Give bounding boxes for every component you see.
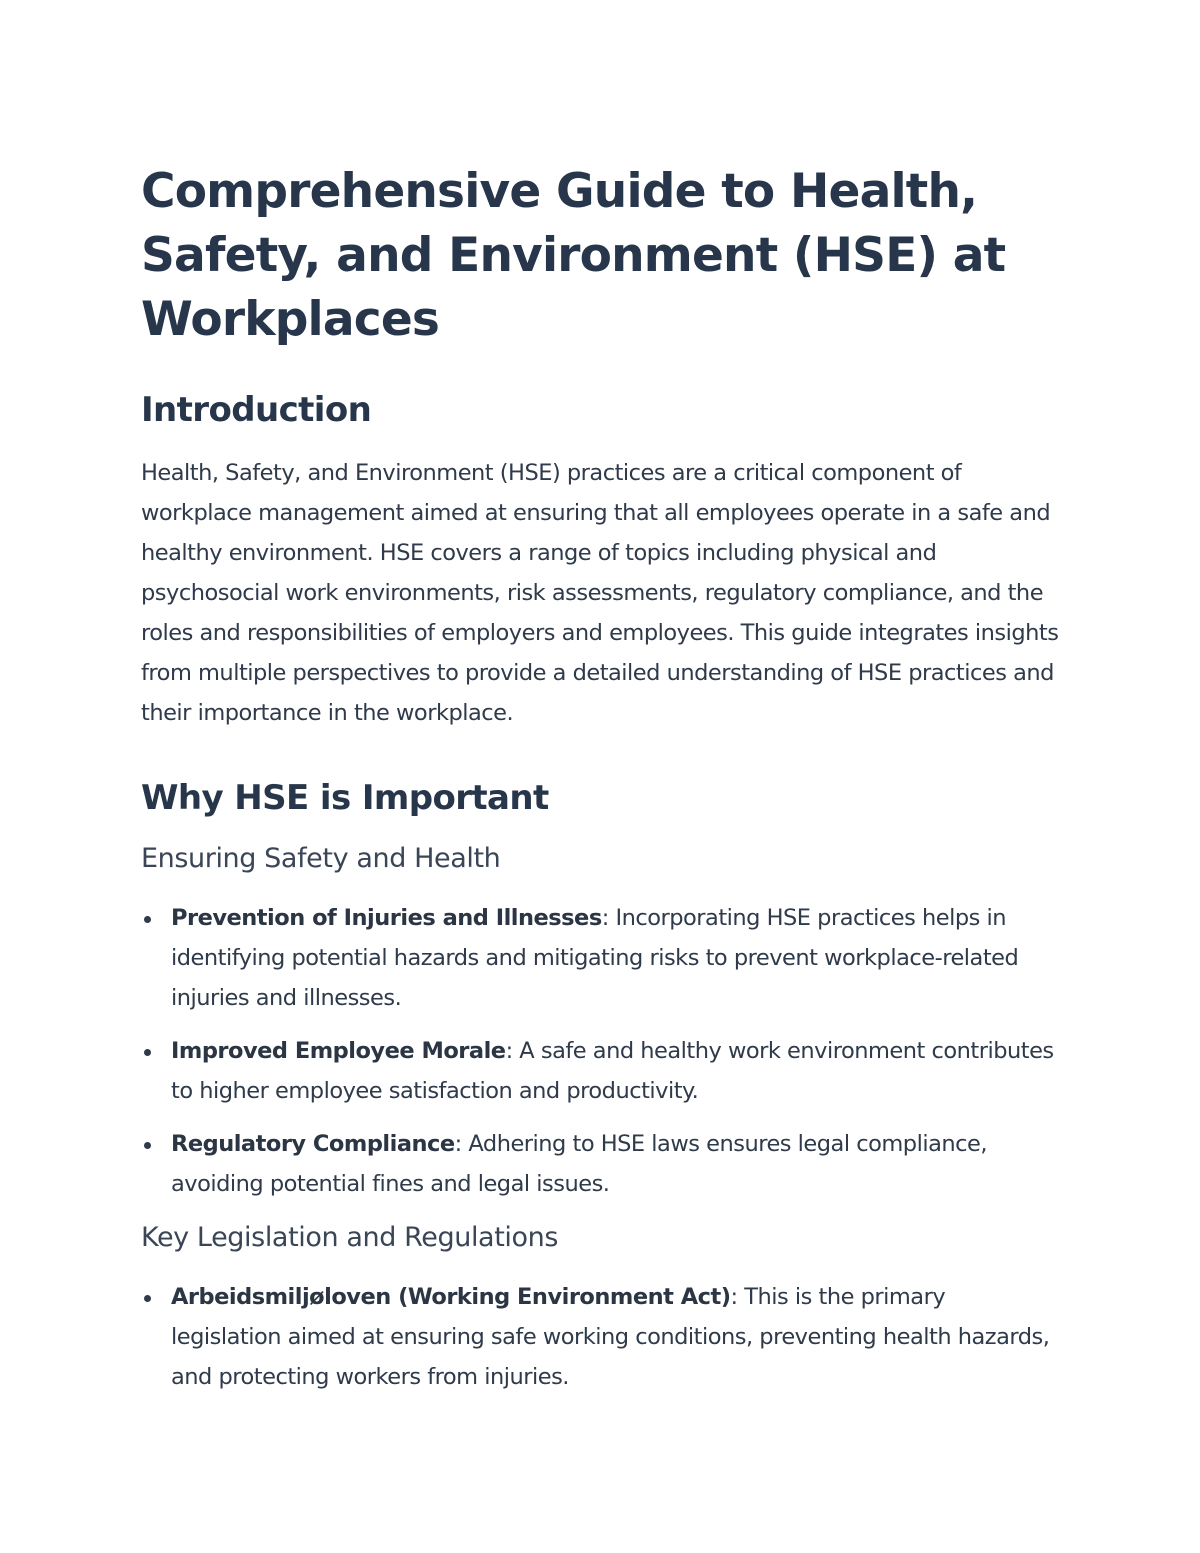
ensuring-safety-heading: Ensuring Safety and Health xyxy=(141,843,501,874)
introduction-section xyxy=(141,388,1061,733)
list-item-text: This is the primary legislation aimed at ensuring safe working conditions, preventing health hazards, and protecting workers from injuries. xyxy=(171,1284,1050,1390)
bullet-icon xyxy=(144,916,151,923)
list-item xyxy=(141,898,1061,1018)
document-page xyxy=(141,160,1061,1397)
bullet-icon xyxy=(144,1295,151,1302)
list-item xyxy=(141,1124,1061,1204)
list-item-term: Regulatory Compliance xyxy=(171,1131,455,1157)
bullet-icon xyxy=(144,1049,151,1056)
list-item-text: Adhering to HSE laws ensures legal compliance, avoiding potential fines and legal issues. xyxy=(171,1131,987,1197)
list-item xyxy=(141,1277,1061,1397)
list-item-separator: : xyxy=(601,905,609,931)
bullet-icon xyxy=(144,1142,151,1149)
list-item-separator: : xyxy=(454,1131,462,1157)
list-item-term: Improved Employee Morale xyxy=(171,1038,506,1064)
list-item-separator: : xyxy=(730,1284,738,1310)
introduction-heading: Introduction xyxy=(141,390,372,430)
list-item-text: A safe and healthy work environment contributes to higher employee satisfaction and productivity. xyxy=(171,1038,1054,1104)
ensuring-safety-list xyxy=(141,898,1061,1204)
list-item-term: Arbeidsmiljøloven (Working Environment Act) xyxy=(171,1284,731,1310)
list-item-text: Incorporating HSE practices helps in identifying potential hazards and mitigating risks to prevent workplace-related injuries and illnesses. xyxy=(171,905,1019,1011)
list-item-term: Prevention of Injuries and Illnesses xyxy=(171,905,602,931)
why-hse-section xyxy=(141,776,1061,1397)
why-hse-heading: Why HSE is Important xyxy=(141,778,549,818)
list-item xyxy=(141,1031,1061,1111)
document-title: Comprehensive Guide to Health, Safety, and Environment (HSE) at Workplaces xyxy=(141,164,1006,347)
list-item-separator: : xyxy=(505,1038,513,1064)
key-legislation-heading: Key Legislation and Regulations xyxy=(141,1222,558,1253)
key-legislation-list xyxy=(141,1277,1061,1397)
introduction-paragraph: Health, Safety, and Environment (HSE) practices are a critical component of workplace management aimed at ensuring that all employees operate in a safe and healthy environment. HSE covers a range of topics including physical and psychosocial work environments, risk assessments, regulatory compliance, and the roles and responsibilities of employers and employees. This guide integrates insights from multiple perspectives to provide a detailed understanding of HSE practices and their importance in the workplace. xyxy=(141,460,1059,726)
